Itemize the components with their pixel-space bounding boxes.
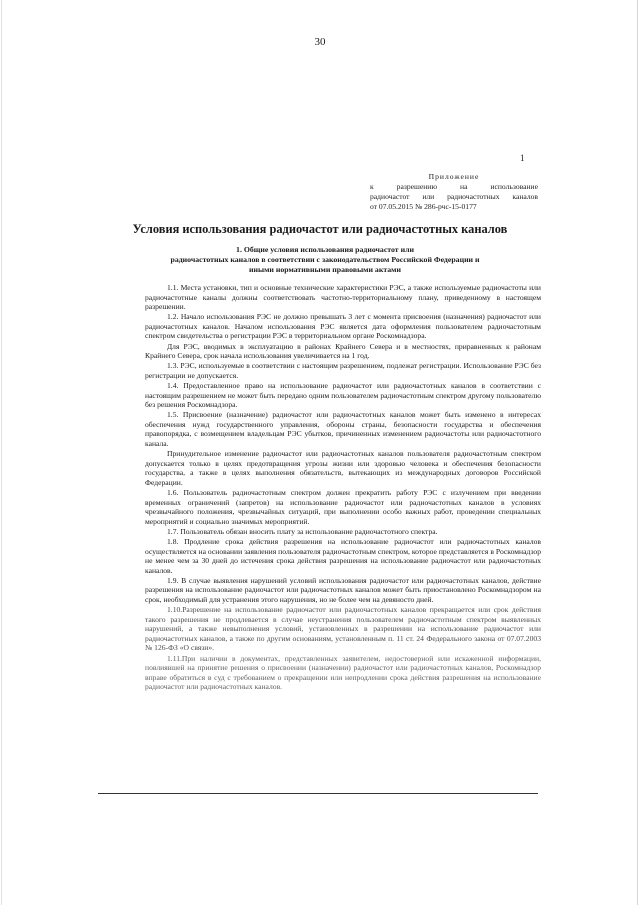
- footer-rule: [98, 793, 538, 794]
- paragraph: 1.10.Разрешение на использование радиочастот или радиочастотных каналов прекращается или срок действия такого разрешения не продлевается в случае неустранения пользователем радиочастотным спектром выявленных нарушений, а также невыполнения условий, установленных в разрешении на использование радиочастот или радиочастотных каналов, а также по другим основаниям, установленным п. 11 ст. 24 Федерального закона от 07.07.2003 № 126-ФЗ «О связи».: [145, 605, 541, 653]
- section-heading-line: радиочастотных каналов в соответствии с законодательством Российской Федерации и: [170, 255, 480, 264]
- section-heading: [150, 245, 500, 275]
- annex-line: радиочастот или радиочастотных каналов: [370, 192, 538, 201]
- annex-line: к разрешению на использование: [370, 182, 538, 191]
- annex-number: 1: [520, 153, 525, 163]
- document-title: Условия использования радиочастот или радиочастотных каналов: [132, 222, 508, 236]
- annex-title: Приложение: [428, 172, 480, 181]
- paragraph: 1.6. Пользователь радиочастотным спектром должен прекратить работу РЭС с излучением при введении временных ограничений (запретов) на использование радиочастот или радиочастотных каналов в условиях чрезвычайного положения, чрезвычайных ситуаций, при выполнении особо важных работ, проведении специальных мероприятий и социально значимых мероприятий.: [145, 487, 541, 526]
- paragraph: 1.5. Присвоение (назначение) радиочастот или радиочастотных каналов может быть изменено в интересах обеспечения нужд государственного управления, обороны страны, безопасности государства и обеспечения правопорядка, с возмещением владельцам РЭС убытков, причиненных изменением радиочастоты или радиочастотного канала.: [145, 410, 541, 448]
- annex-block: [370, 172, 538, 212]
- scan-edge-right: [637, 0, 638, 905]
- paragraph: 1.2. Начало использования РЭС не должно превышать 3 лет с момента присвоения (назначения) радиочастот или радиочастотных каналов. Началом использования РЭС является дата оформления пользователем радиочастотным спектром свидетельства о регистрации РЭС в территориальном органе Роскомнадзора.: [145, 312, 541, 341]
- paragraph: 1.3. РЭС, используемые в соответствии с настоящим разрешением, подлежат регистрации. Использование РЭС без регистрации не допускается.: [145, 361, 541, 380]
- paragraph: Принудительное изменение радиочастот или радиочастотных каналов пользователя радиочастотным спектром допускается только в целях предотвращения угрозы жизни или здоровью человека и обеспечения безопасности государства, а также в целях выполнения обязательств, вытекающих из международных договоров Российской Федерации.: [145, 449, 541, 487]
- scan-edge-left: [1, 0, 2, 905]
- section-heading-line: иными нормативными правовыми актами: [249, 265, 401, 274]
- paragraph: 1.7. Пользователь обязан вносить плату за использование радиочастотного спектра.: [167, 526, 438, 536]
- annex-line: от 07.05.2015 № 286-рчс-15-0177: [370, 202, 477, 211]
- paragraph: 1.1. Места установки, тип и основные технические характеристики РЭС, а также используемые радиочастоты или радиочастотные каналы должны соответствовать частотно-территориальному плану, приведенному в настоящем разрешении.: [145, 283, 541, 312]
- paragraph: 1.9. В случае выявления нарушений условий использования радиочастот или радиочастотных каналов, действие разрешения на использование радиочастот или радиочастотных каналов может быть приостановлено Роскомнадзором на срок, необходимый для устранения этого нарушения, но не более чем на девяносто дней.: [145, 575, 541, 604]
- section-heading-line: 1. Общие условия использования радиочастот или: [236, 245, 414, 254]
- paragraph: 1.8. Продление срока действия разрешения на использование радиочастот или радиочастотных каналов осуществляется на основании заявления пользователя радиочастотным спектром, которое представляется в Роскомнадзор не менее чем за 30 дней до истечения срока действия разрешения на использование радиочастот или радиочастотных каналов.: [145, 536, 541, 575]
- body-text: [145, 283, 541, 692]
- paragraph: 1.11.При наличии в документах, представленных заявителем, недостоверной или искаженной информации, повлиявшей на принятие решения о присвоении (назначении) радиочастот или радиочастотных каналов, Роскомнадзор вправе обратиться в суд с требованием о прекращении или непродлении срока действия разрешения на использование радиочастот или радиочастотных каналов.: [145, 653, 541, 692]
- page-number: 30: [314, 36, 326, 48]
- paragraph: 1.4. Предоставленное право на использование радиочастот или радиочастотных каналов в соответствии с настоящим разрешением не может быть передано одним пользователем радиочастотным спектром другому пользователю без решения Роскомнадзора.: [145, 380, 541, 410]
- paragraph: Для РЭС, вводимых в эксплуатацию в районах Крайнего Севера и в местностях, приравненных к районам Крайнего Севера, срок начала использования увеличивается на 1 год.: [145, 341, 541, 361]
